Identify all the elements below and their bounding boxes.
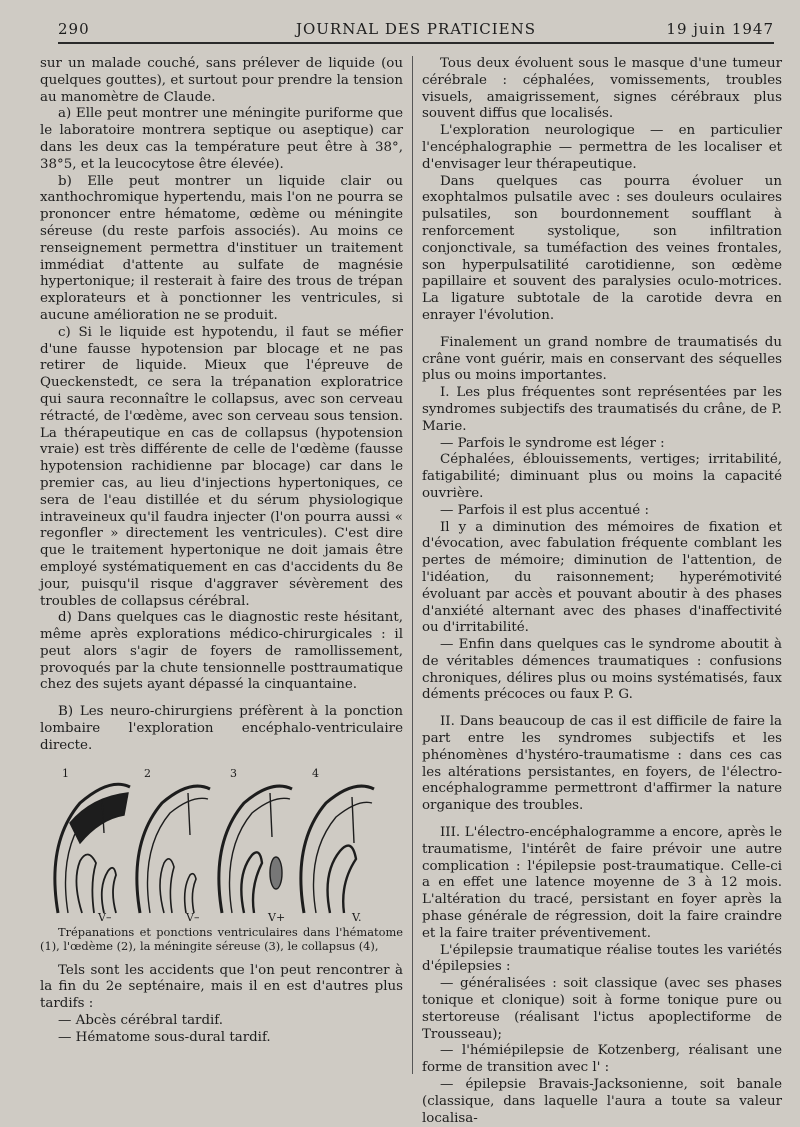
paragraph: a) Elle peut montrer une méningite puriforme que le laboratoire montrera septique ou aseptique) car dans les deux cas la température peut être à 38°, 38°5, et la leucocytose être élevée). bbox=[40, 106, 403, 172]
figure-caption: Trépanations et ponctions ventriculaires dans l'hématome (1), l'œdème (2), la méningite séreuse (3), le collapsus (4), bbox=[40, 924, 403, 953]
paragraph: L'épilepsie traumatique réalise toutes les variétés d'épilepsies : bbox=[422, 942, 782, 975]
list-item: — Abcès cérébral tardif. bbox=[58, 1013, 224, 1029]
page-header bbox=[58, 14, 774, 42]
figure-v-label-3: V+ bbox=[268, 910, 286, 923]
paragraph: d) Dans quelques cas le diagnostic reste hésitant, même après explorations médico-chirurgicales : il peut alors s'agir de foyers de ramollissement, provoqués par la chute tensionnelle posttraumatique chez des sujets ayant dépassé la cinquantaine. bbox=[40, 610, 403, 693]
paragraph: — Parfois il est plus accentué : bbox=[440, 502, 649, 518]
paragraph: — généralisées : soit classique (avec ses phases tonique et clonique) soit à forme tonique pure ou stertoreuse (réalisant l'ictus apoplectiforme de Trousseau); bbox=[422, 976, 782, 1042]
paragraph: Dans quelques cas pourra évoluer un exophtalmos pulsatile avec : ses douleurs oculaires pulsatiles, son bourdonnement soufflant à renforcement systolique, son infiltration conjonctivale, sa tuméfaction des veines frontales, son hyperpulsatilité carotidienne, son œdème papillaire et souvent des paralysies oculo-motrices. La ligature subtotale de la carotide devra en enrayer l'évolution. bbox=[422, 173, 782, 323]
paragraph: Céphalées, éblouissements, vertiges; irritabilité, fatigabilité; diminuant plus ou moins la capacité ouvrière. bbox=[422, 452, 782, 501]
paragraph: Il y a diminution des mémoires de fixation et d'évocation, avec fabulation fréquente comblant les pertes de mémoire; diminution de l'attention, de l'idéation, du raisonnement; hyperémotivité évoluant par accès et pouvant aboutir à des phases d'anxiété alternant avec des phases d'inaffectivité ou d'irritabilité. bbox=[422, 519, 782, 636]
paragraph: L'exploration neurologique — en particulier l'encéphalographie — permettra de les localiser et d'envisager leur thérapeutique. bbox=[422, 123, 782, 172]
list-item: — Hématome sous-dural tardif. bbox=[58, 1029, 271, 1045]
paragraph: sur un malade couché, sans prélever de liquide (ou quelques gouttes), et surtout pour prendre la tension au manomètre de Claude. bbox=[40, 56, 403, 105]
paragraph: Finalement un grand nombre de traumatisés du crâne vont guérir, mais en conservant des séquelles plus ou moins importantes. bbox=[422, 334, 782, 384]
paragraph: — Enfin dans quelques cas le syndrome aboutit à de véritables démences traumatiques : confusions chroniques, délires plus ou moins systématisés, faux déments précoces ou faux P. G. bbox=[422, 637, 782, 703]
left-column bbox=[40, 56, 403, 1047]
paragraph: Tous deux évoluent sous le masque d'une tumeur cérébrale : céphalées, vomissements, troubles visuels, amaigrissement, signes cérébraux plus souvent diffus que localisés. bbox=[422, 56, 782, 122]
column-divider bbox=[412, 56, 413, 1074]
figure-drawing bbox=[40, 763, 380, 923]
figure-v-label-1: V– bbox=[98, 910, 112, 923]
figure-label-4: 4 bbox=[312, 766, 319, 780]
paragraph: — épilepsie Bravais-Jacksonienne, soit banale (classique, dans laquelle l'aura a toute sa valeur localisa- bbox=[422, 1077, 782, 1126]
paragraph: — Parfois le syndrome est léger : bbox=[440, 435, 665, 451]
issue-date: 19 juin 1947 bbox=[666, 20, 774, 38]
page-number: 290 bbox=[58, 20, 90, 38]
paragraph: II. Dans beaucoup de cas il est difficile de faire la part entre les syndromes subjectifs et les phénomènes d'hystéro-traumatisme : dans ces cas les altérations persistantes, en foyers, de l'électro-encéphalogramme permettront d'affirmer la nature organique des troubles. bbox=[422, 714, 782, 814]
paragraph: III. L'électro-encéphalogramme a encore, après le traumatisme, l'intérêt de faire prévoir une autre complication : l'épilepsie post-traumatique. Celle-ci a en effet une latence moyenne de 3 à 12 mois. L'altération du tracé, persistant en foyer après la phase générale de régression, doit la faire craindre et la faire traiter préventivement. bbox=[422, 825, 782, 941]
figure-v-label-4: V. bbox=[352, 910, 362, 923]
paragraph: — l'hémiépilepsie de Kotzenberg, réalisant une forme de transition avec l' : bbox=[422, 1043, 782, 1076]
figure-ventricular-punctures bbox=[40, 763, 403, 953]
figure-label-2: 2 bbox=[144, 766, 151, 780]
figure-v-label-2: V– bbox=[186, 910, 200, 923]
paragraph: B) Les neuro-chirurgiens préfèrent à la ponction lombaire l'exploration encéphalo-ventriculaire directe. bbox=[40, 704, 403, 753]
paragraph: Tels sont les accidents que l'on peut rencontrer à la fin du 2e septénaire, mais il en est d'autres plus tardifs : bbox=[40, 962, 403, 1012]
header-rule bbox=[58, 42, 774, 44]
figure-label-3: 3 bbox=[230, 766, 237, 780]
journal-title: JOURNAL DES PRATICIENS bbox=[295, 20, 537, 38]
paragraph: I. Les plus fréquentes sont représentées par les syndromes subjectifs des traumatisés du crâne, de P. Marie. bbox=[422, 385, 782, 434]
right-column bbox=[422, 56, 782, 1127]
paragraph: b) Elle peut montrer un liquide clair ou xanthochromique hypertendu, mais l'on ne pourra se prononcer entre hématome, œdème ou méningite séreuse (du reste parfois associés). Au moins ce renseignement permettra d'instituer un traitement immédiat d'attente au sulfate de magnésie hypertonique; il resterait à faire des trous de trépan explorateurs et à ponctionner les ventricules, si aucune amélioration ne se produit. bbox=[40, 173, 403, 323]
figure-label-1: 1 bbox=[62, 766, 69, 780]
paragraph: c) Si le liquide est hypotendu, il faut se méfier d'une fausse hypotension par blocage et ne pas retirer de liquide. Mieux que l'épreuve de Queckenstedt, ce sera la trépanation exploratrice qui saura reconnaître le collapsus, avec son cerveau rétracté, de l'œdème, avec son cerveau sous tension. La thérapeutique en cas de collapsus (hypotension vraie) est très différente de celle de l'œdème (fausse hypotension rachidienne par blocage) car dans le premier cas, au lieu d'injections hypertoniques, ce sera de l'eau distillée et du sérum physiologique intraveineux qu'il faudra injecter (l'on pourra aussi « regonfler » directement les ventricules). C'est dire que le traitement hypertonique ne doit jamais être employé systématiquement en cas d'accidents du 8e jour, puisqu'il risque d'aggraver sévèrement des troubles de collapsus cérébral. bbox=[40, 324, 403, 609]
